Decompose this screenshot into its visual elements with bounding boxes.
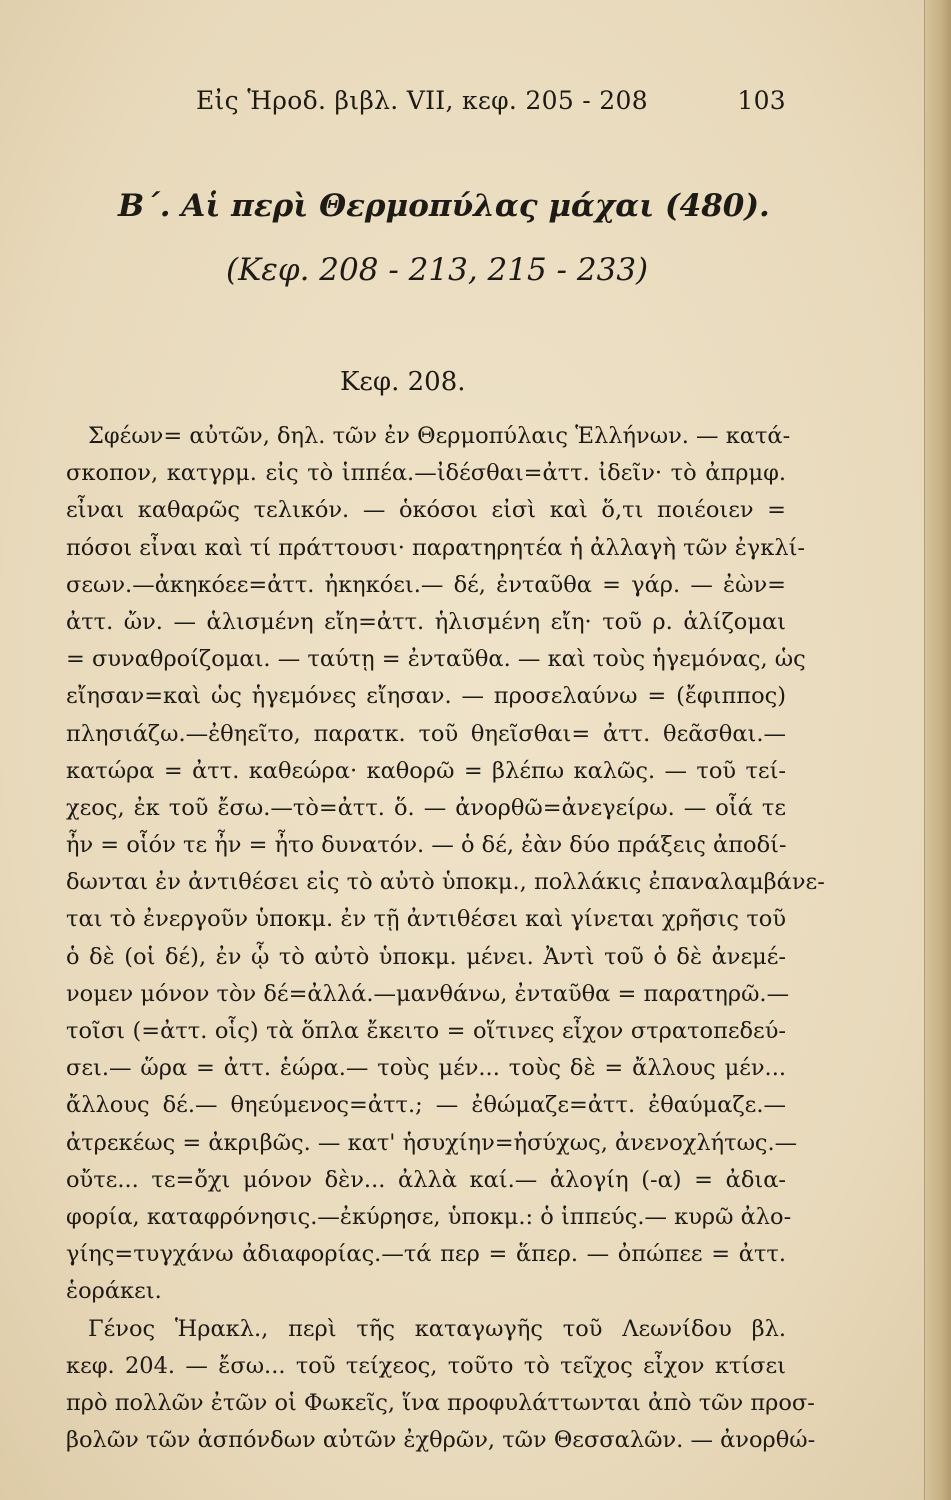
text-line: ται τὸ ἐνεργοῦν ὑποκμ. ἐν τῇ ἀντιθέσει καὶ γίνεται χρῆσις τοῦ: [66, 906, 786, 933]
page-edge: [924, 0, 951, 1500]
text-line: κατώρα = ἀττ. καθεώρα· καθορῶ = βλέπω καλῶς. — τοῦ τεί-: [66, 757, 786, 784]
text-line: ἀττ. ὤν. — ἁλισμένη εἴη=ἀττ. ἡλισμένη εἴη· τοῦ ρ. ἁλίζομαι: [66, 608, 786, 635]
text-line: γίης=τυγχάνω ἀδιαφορίας.—τά περ = ἅπερ. — ὀπώπεε = ἀττ.: [66, 1241, 786, 1268]
text-line: πόσοι εἶναι καὶ τί πράττουσι· παρατηρητέα ἡ ἀλλαγὴ τῶν ἐγκλί-: [66, 534, 806, 561]
chapter-heading: Κεφ. 208.: [340, 367, 466, 397]
text-line: βολῶν τῶν ἀσπόνδων αὐτῶν ἐχθρῶν, τῶν Θεσσαλῶν. — ἀνορθώ-: [66, 1427, 816, 1454]
text-line: = συναθροίζομαι. — ταύτῃ = ἐνταῦθα. — καὶ τοὺς ἡγεμόνας, ὡς: [66, 646, 806, 673]
text-line: ἑοράκει.: [66, 1278, 162, 1305]
text-line: ἦν = οἷόν τε ἦν = ἦτο δυνατόν. — ὁ δέ, ἐὰν δύο πράξεις ἀποδί-: [66, 832, 787, 859]
text-line: δωνται ἐν ἀντιθέσει εἰς τὸ αὐτὸ ὑποκμ., πολλάκις ἐπαναλαμβάνε-: [66, 869, 825, 896]
text-line: εἶναι καθαρῶς τελικόν. — ὁκόσοι εἰσὶ καὶ ὅ,τι ποιέοιεν =: [66, 497, 786, 524]
text-line: εἴησαν=καὶ ὡς ἡγεμόνες εἴησαν. — προσελαύνω = (ἔφιππος): [66, 683, 786, 710]
text-line: φορία, καταφρόνησις.—ἐκύρησε, ὑποκμ.: ὁ ἱππεύς.— κυρῶ ἀλο-: [66, 1203, 792, 1230]
text-line: σκοπον, κατγρμ. εἰς τὸ ἱππέα.—ἰδέσθαι=ἀττ. ἰδεῖν· τὸ ἀπρμφ.: [66, 460, 786, 487]
text-line: τοῖσι (=ἀττ. οἷς) τὰ ὅπλα ἔκειτο = οἵτινες εἶχον στρατοπεδεύ-: [66, 1018, 786, 1044]
text-line: σεων.—ἀκηκόεε=ἀττ. ἠκηκόει.— δέ, ἐνταῦθα = γάρ. — ἐὼν=: [66, 571, 786, 598]
text-line: Σφέων= αὐτῶν, δηλ. τῶν ἐν Θερμοπύλαις Ἑλλήνων. — κατά-: [88, 423, 791, 449]
chapter-range: (Κεφ. 208 - 213, 215 - 233): [226, 252, 649, 288]
text-line: σει.— ὥρα = ἀττ. ἑώρα.— τοὺς μέν... τοὺς δὲ = ἄλλους μέν...: [66, 1055, 786, 1082]
page-number: 103: [737, 86, 786, 115]
running-head: [196, 86, 786, 115]
text-line: νομεν μόνον τὸν δέ=ἀλλά.—μανθάνω, ἐνταῦθα = παρατηρῶ.—: [66, 980, 790, 1007]
section-title: Β΄. Αἱ περὶ Θερμοπύλας μάχαι (480).: [118, 188, 770, 224]
running-head-title: Εἰς Ἡροδ. βιβλ. VII, κεφ. 205 - 208: [196, 86, 648, 115]
text-line: οὔτε... τε=ὄχι μόνον δὲν... ἀλλὰ καί.— ἀλογίη (-α) = ἀδια-: [66, 1166, 786, 1193]
text-line: χεος, ἐκ τοῦ ἔσω.—τὸ=ἀττ. ὅ. — ἀνορθῶ=ἀνεγείρω. — οἷά τε: [66, 794, 786, 821]
text-line: ἀτρεκέως = ἀκριβῶς. — κατ' ἡσυχίην=ἡσύχως, ἀνενοχλήτως.—: [66, 1129, 798, 1156]
text-line: Γένος Ἡρακλ., περὶ τῆς καταγωγῆς τοῦ Λεωνίδου βλ.: [88, 1315, 786, 1342]
text-line: ἄλλους δέ.— θηεύμενος=ἀττ.; — ἐθώμαζε=ἀττ. ἐθαύμαζε.—: [66, 1092, 786, 1119]
text-line: πλησιάζω.—ἐθηεῖτο, παρατκ. τοῦ θηεῖσθαι= ἀττ. θεᾶσθαι.—: [66, 720, 786, 747]
text-line: ὁ δὲ (οἱ δέ), ἐν ᾧ τὸ αὐτὸ ὑποκμ. μένει. Ἀντὶ τοῦ ὁ δὲ ἀνεμέ-: [66, 943, 786, 970]
commentary-body: [66, 418, 825, 1459]
text-line: πρὸ πολλῶν ἐτῶν οἱ Φωκεῖς, ἵνα προφυλάττωνται ἀπὸ τῶν προσ-: [66, 1389, 815, 1416]
text-line: κεφ. 204. — ἔσω... τοῦ τείχεος, τοῦτο τὸ τεῖχος εἶχον κτίσει: [66, 1352, 786, 1379]
